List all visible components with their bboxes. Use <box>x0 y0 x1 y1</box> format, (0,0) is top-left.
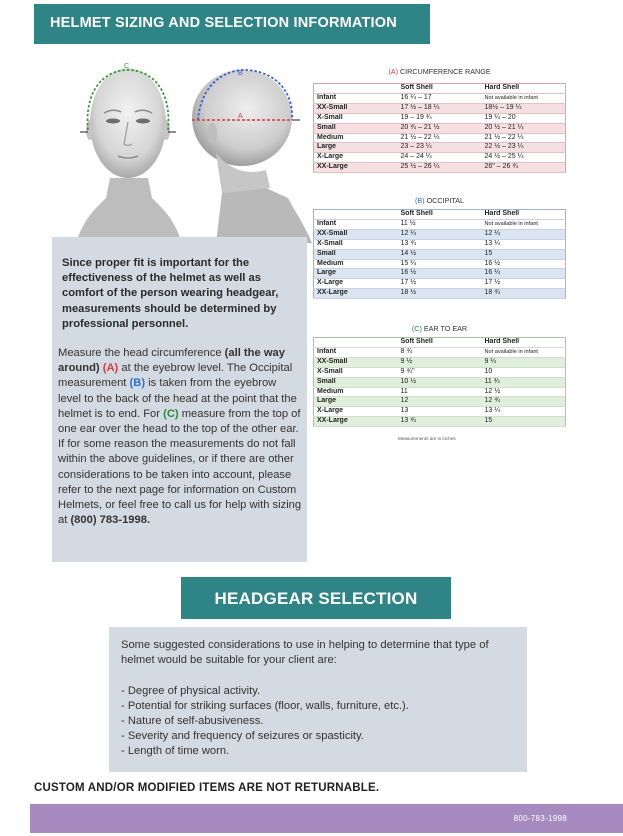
table-row <box>314 279 566 289</box>
soft-shell-value: 23 – 23 ¼ <box>398 143 482 153</box>
soft-shell-value: 19 – 19 ¾ <box>400 113 432 121</box>
circumference-header-cell <box>314 84 398 94</box>
considerations-list <box>121 684 527 759</box>
size-label: X-Small <box>317 239 343 247</box>
circumference-table-caption: (A) CIRCUMFERENCE RANGE <box>388 67 491 76</box>
considerations-panel <box>109 627 527 772</box>
measurement-instructions: Measure the head circumference (all the way around) (A) at the eyebrow level. The Occipital measurement (B) is taken from the eyebrow level to the back of the head at the point that the helmet is to end. For (C) measure from the top of one ear over the head to the top of the other ear. If for some reason the measurements do not fall within the above guidelines, or if there are other considerations to be taken into account, please refer to the next page for information on Custom Helmets, or feel free to call us for help with sizing at (800) 783-1998. <box>58 347 302 527</box>
phone-number: (800) 783-1998. <box>70 514 151 527</box>
ear-to-ear-table <box>313 337 566 427</box>
soft-shell-value: 17 ½ – 18 ¼ <box>398 103 482 113</box>
table-row <box>314 143 566 153</box>
soft-shell-value: 12 ¼ <box>398 229 482 239</box>
circumference-header-cell: Hard Shell <box>484 84 520 91</box>
hard-shell-value: 20 ½ – 21 ¼ <box>482 123 566 133</box>
list-item: - Nature of self-abusiveness. <box>121 715 264 727</box>
soft-shell-value: 16 ¼ – 17 <box>400 93 432 101</box>
headgear-selection-title: HEADGEAR SELECTION <box>214 589 418 608</box>
table-row <box>314 397 566 407</box>
circumference-range-table <box>313 83 566 173</box>
table-row <box>314 357 566 367</box>
measurement-units-note: Measurements are in inches <box>398 436 456 441</box>
soft-shell-value: 21 ½ – 22 ¼ <box>400 133 440 141</box>
size-label: Medium <box>317 387 344 395</box>
size-label: Large <box>314 397 398 407</box>
hard-shell-value: 22 ½ – 23 ¼ <box>482 143 566 153</box>
label-b: B <box>238 70 243 77</box>
soft-shell-value: 18 ½ <box>398 289 482 299</box>
occipital-header-cell: Soft Shell <box>400 210 433 217</box>
table-row <box>314 417 566 427</box>
footer-bar <box>30 804 623 833</box>
size-label: Infant <box>317 219 337 227</box>
hard-shell-value: 12 ¼ <box>482 229 566 239</box>
soft-shell-value: 13 ¾ <box>398 417 482 427</box>
label-c: C <box>124 63 130 70</box>
size-label: X-Small <box>317 113 343 121</box>
soft-shell-value: 9 ½ <box>398 357 482 367</box>
hard-shell-value: Not available in infant <box>484 94 538 101</box>
table-row <box>314 387 566 397</box>
list-item: - Severity and frequency of seizures or spasticity. <box>121 730 364 742</box>
size-label: Medium <box>317 133 344 141</box>
size-label: Large <box>314 143 398 153</box>
table-row <box>314 259 566 269</box>
soft-shell-value: 15 ¼ <box>400 259 417 267</box>
front-head <box>76 63 182 243</box>
table-row <box>314 269 566 279</box>
size-label: XX-Small <box>314 357 398 367</box>
hard-shell-value: 15 <box>482 249 566 259</box>
table-row <box>314 347 566 357</box>
table-row <box>314 113 566 123</box>
hard-shell-value: 16 ¼ <box>482 269 566 279</box>
soft-shell-value: 13 <box>400 407 409 415</box>
hard-shell-value: 18½ – 19 ¼ <box>482 103 566 113</box>
label-a: A <box>238 113 243 120</box>
hard-shell-value: 18 ¾ <box>482 289 566 299</box>
size-label: Medium <box>317 259 344 267</box>
hard-shell-value: 9 ¼ <box>482 357 566 367</box>
hard-shell-value: 15 <box>482 417 566 427</box>
size-label: XX-Small <box>314 103 398 113</box>
hard-shell-value: 26" – 26 ¾ <box>482 163 566 173</box>
size-label: Infant <box>317 347 337 355</box>
table-row <box>314 377 566 387</box>
table-row <box>314 367 566 377</box>
occipital-header-row <box>314 210 566 220</box>
size-label: XX-Large <box>314 289 398 299</box>
size-label: Large <box>314 269 398 279</box>
head-measurement-diagram <box>66 58 316 243</box>
hard-shell-value: 13 ¼ <box>484 407 501 415</box>
table-row <box>314 239 566 249</box>
size-label: Infant <box>317 93 337 101</box>
hard-shell-value: 12 ½ <box>484 387 501 395</box>
page-title: HELMET SIZING AND SELECTION INFORMATION <box>50 15 397 31</box>
soft-shell-value: 20 ¾ – 21 ½ <box>398 123 482 133</box>
table-row <box>314 407 566 417</box>
soft-shell-value: 17 ½ <box>400 279 417 287</box>
table-row <box>314 103 566 113</box>
soft-shell-value: 12 <box>398 397 482 407</box>
hard-shell-value: 13 ¼ <box>484 239 501 247</box>
hard-shell-value: 17 ½ <box>484 279 501 287</box>
table-row <box>314 219 566 229</box>
soft-shell-value: 11 <box>400 387 408 395</box>
hard-shell-value: 21 ½ – 22 ¼ <box>484 133 524 141</box>
size-label: XX-Large <box>314 163 398 173</box>
soft-shell-value: 13 ¾ <box>400 239 417 247</box>
ear-to-ear-header-row <box>314 338 566 348</box>
soft-shell-value: 9 ¾" <box>400 367 415 375</box>
table-row <box>314 249 566 259</box>
list-item: - Potential for striking surfaces (floor, walls, furniture, etc.). <box>121 700 409 712</box>
hard-shell-value: 19 ¼ – 20 <box>484 113 516 121</box>
list-item: - Degree of physical activity. <box>121 685 261 697</box>
table-row <box>314 93 566 103</box>
side-head <box>192 70 312 243</box>
hard-shell-value: 16 ½ <box>484 259 501 267</box>
soft-shell-value: 14 ½ <box>398 249 482 259</box>
soft-shell-value: 8 ¾ <box>400 347 413 355</box>
hard-shell-value: 10 <box>484 367 493 375</box>
occipital-table <box>313 209 566 299</box>
hard-shell-value: Not available in infant <box>484 220 538 227</box>
size-label: X-Large <box>317 279 344 287</box>
list-item: - Length of time worn. <box>121 745 230 757</box>
considerations-intro: Some suggested considerations to use in helping to determine that type of helmet would be suitable for your client are: <box>121 639 489 666</box>
ear-to-ear-table-caption: (C) EAR TO EAR <box>411 324 468 333</box>
ear-to-ear-header-cell: Soft Shell <box>400 338 433 345</box>
table-row <box>314 229 566 239</box>
footer-phone: 800-783-1998 <box>513 814 567 823</box>
circumference-header-row <box>314 84 566 94</box>
size-label: X-Large <box>317 407 344 415</box>
soft-shell-value: 16 ½ <box>398 269 482 279</box>
soft-shell-value: 24 – 24 ¼ <box>400 153 432 161</box>
headgear-selection-banner <box>181 577 451 619</box>
returns-notice: CUSTOM AND/OR MODIFIED ITEMS ARE NOT RETURNABLE. <box>34 782 380 794</box>
size-label: X-Small <box>317 367 343 375</box>
hard-shell-value: Not available in infant <box>484 348 538 355</box>
table-row <box>314 153 566 163</box>
occipital-header-cell: Hard Shell <box>484 210 520 217</box>
ear-to-ear-header-cell <box>314 338 398 348</box>
occipital-table-caption: (B) OCCIPITAL <box>414 196 464 205</box>
soft-shell-value: 11 ½ <box>400 219 416 227</box>
circumference-header-cell: Soft Shell <box>400 84 433 91</box>
table-row <box>314 123 566 133</box>
size-label: XX-Large <box>314 417 398 427</box>
ear-to-ear-header-cell: Hard Shell <box>484 338 520 345</box>
table-row <box>314 289 566 299</box>
size-label: Small <box>314 123 398 133</box>
soft-shell-value: 25 ½ – 26 ¼ <box>398 163 482 173</box>
size-label: X-Large <box>317 153 344 161</box>
size-label: Small <box>314 249 398 259</box>
soft-shell-value: 10 ½ <box>398 377 482 387</box>
occipital-header-cell <box>314 210 398 220</box>
size-label: Small <box>314 377 398 387</box>
hard-shell-value: 12 ¾ <box>482 397 566 407</box>
table-row <box>314 133 566 143</box>
table-row <box>314 163 566 173</box>
size-label: XX-Small <box>314 229 398 239</box>
page-title-banner <box>34 4 430 44</box>
hard-shell-value: 24 ½ – 25 ¼ <box>484 153 524 161</box>
fit-importance-text: Since proper fit is important for the effectiveness of the helmet as well as comfort of the person wearing headgear, measurements should be determined by professional personnel. <box>62 257 279 330</box>
hard-shell-value: 11 ¾ <box>482 377 566 387</box>
